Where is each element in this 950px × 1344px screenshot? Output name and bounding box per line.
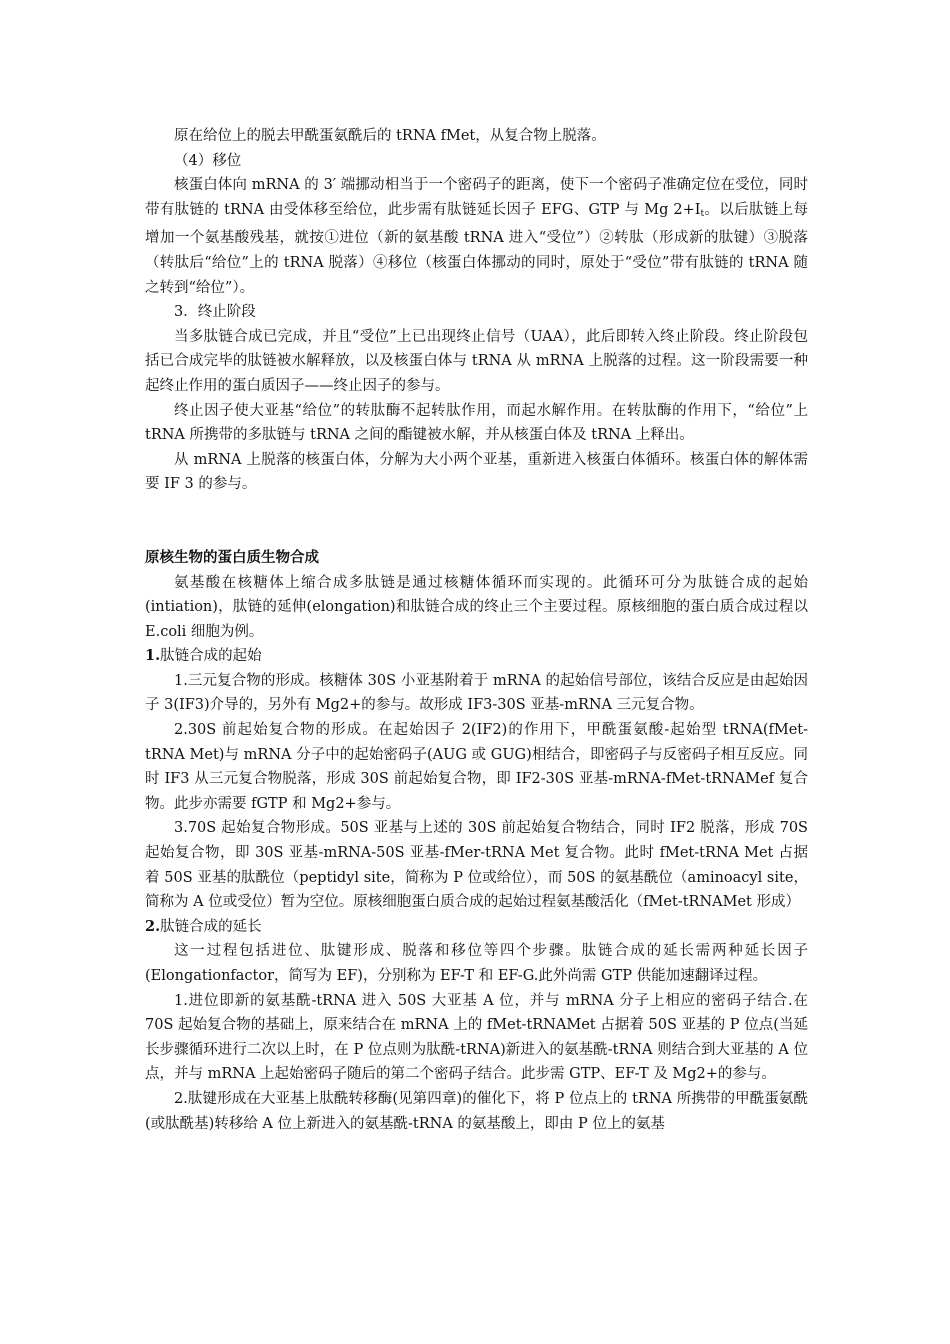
heading-initiation-text: 肽链合成的起始 bbox=[160, 648, 262, 665]
heading-elongation bbox=[145, 915, 808, 940]
translocation-text-a: 核蛋白体向 mRNA 的 3′ 端挪动相当于一个密码子的距离，使下一个密码子准确定位在受位，同时带有肽链的 tRNA 由受体移至给位，此步需有肽链延长因子 EFG、GTP 与 Mg 2+I bbox=[145, 177, 808, 218]
heading-elongation-text: 肽链合成的延长 bbox=[160, 918, 262, 935]
paragraph-termination-factor: 终止因子使大亚基“给位”的转肽酶不起转肽作用，而起水解作用。在转肽酶的作用下，“给位”上 tRNA 所携带的多肽链与 tRNA 之间的酯键被水解，并从核蛋白体及 tRNA 上释出。 bbox=[145, 402, 808, 444]
document-body bbox=[145, 124, 808, 1136]
paragraph-translocation bbox=[145, 173, 808, 300]
paragraph-70s-complex: 3.70S 起始复合物形成。50S 亚基与上述的 30S 前起始复合物结合，同时 IF2 脱落，形成 70S 起始复合物，即 30S 亚基-mRNA-50S 亚基-fMer-tRNA Met 复合物。此时 fMet-tRNA Met 占据着 50S 亚基的肽酰位（peptidyl site，简称为 P 位或给位），而 50S 的氨基酰位（aminoacyl site，简称为 A 位或受位）暂为空位。原核细胞蛋白质合成的起始过程氨基酸活化（fMet-tRNAMet 形成） bbox=[145, 820, 808, 911]
paragraph-intro: 氨基酸在核糖体上缩合成多肽链是通过核糖体循环而实现的。此循环可分为肽链合成的起始(intiation)，肽链的延伸(elongation)和肽链合成的终止三个主要过程。原核细胞的蛋白质合成过程以 E.coli 细胞为例。 bbox=[145, 574, 808, 640]
paragraph-entry: 1.进位即新的氨基酰-tRNA 进入 50S 大亚基 A 位，并与 mRNA 分子上相应的密码子结合.在 70S 起始复合物的基础上，原来结合在 mRNA 上的 fMet-tRNAMet 占据着 50S 亚基的 P 位点(当延长步骤循环进行二次以上时，在 P 位点则为肽酰-tRNA)新进入的氨基酰-tRNA 则结合到大亚基的 A 位点，并与 mRNA 上起始密码子随后的第二个密码子结合。此步需 GTP、EF-T 及 Mg2+的参与。 bbox=[145, 992, 808, 1083]
paragraph-ribosome-dissociation: 从 mRNA 上脱落的核蛋白体，分解为大小两个亚基，重新进入核蛋白体循环。核蛋白体的解体需要 IF 3 的参与。 bbox=[145, 451, 808, 493]
translocation-text-b: 。以后肽链上每增加一个氨基酸残基，就按①进位（新的氨基酸 tRNA 进入“受位”）②转肽（形成新的肽键）③脱落（转肽后“给位”上的 tRNA 脱落）④移位（核蛋白体挪动的同时，原处于“受位”带有肽链的 tRNA 随之转到“给位”）。 bbox=[145, 201, 809, 296]
section-spacer bbox=[145, 497, 808, 546]
paragraph-30s-complex: 2.30S 前起始复合物的形成。在起始因子 2(IF2)的作用下，甲酰蛋氨酸-起始型 tRNA(fMet-tRNA Met)与 mRNA 分子中的起始密码子(AUG 或 GUG)相结合，即密码子与反密码子相互反应。同时 IF3 从三元复合物脱落，形成 30S 前起始复合物，即 IF2-30S 亚基-mRNA-fMet-tRNAMef 复合物。此步亦需要 fGTP 和 Mg2+参与。 bbox=[145, 722, 808, 812]
step-4-title: （4）移位 bbox=[174, 152, 242, 169]
paragraph-elongation-overview: 这一过程包括进位、肽键形成、脱落和移位等四个步骤。肽链合成的延长需两种延长因子(Elongationfactor，简写为 EF)，分别称为 EF-T 和 EF-G.此外尚需 GTP 供能加速翻译过程。 bbox=[145, 943, 808, 984]
heading-elongation-number: 2. bbox=[145, 917, 161, 935]
section-title: 原核生物的蛋白质生物合成 bbox=[145, 548, 319, 566]
paragraph-termination: 当多肽链合成已完成，并且“受位”上已出现终止信号（UAA），此后即转入终止阶段。终止阶段包括已合成完毕的肽链被水解释放，以及核蛋白体与 tRNA 从 mRNA 上脱落的过程。这一阶段需要一种起终止作用的蛋白质因子——终止因子的参与。 bbox=[145, 328, 808, 394]
heading-initiation bbox=[145, 644, 808, 669]
translocation-subscript: t bbox=[700, 208, 705, 219]
paragraph-trna-release: 原在给位上的脱去甲酰蛋氨酰后的 tRNA fMet，从复合物上脱落。 bbox=[174, 128, 606, 144]
paragraph-peptide-bond: 2.肽键形成在大亚基上肽酰转移酶(见第四章)的催化下，将 P 位点上的 tRNA 所携带的甲酰蛋氨酰(或肽酰基)转移给 A 位上新进入的氨基酰-tRNA 的氨基酸上，即由 P 位上的氨基 bbox=[145, 1090, 808, 1132]
stage-3-title: 3．终止阶段 bbox=[174, 304, 256, 321]
heading-initiation-number: 1. bbox=[145, 647, 161, 665]
paragraph-ternary-complex: 1.三元复合物的形成。核糖体 30S 小亚基附着于 mRNA 的起始信号部位，该结合反应是由起始因子 3(IF3)介导的，另外有 Mg2+的参与。故形成 IF3-30S 亚基-mRNA 三元复合物。 bbox=[145, 672, 808, 714]
